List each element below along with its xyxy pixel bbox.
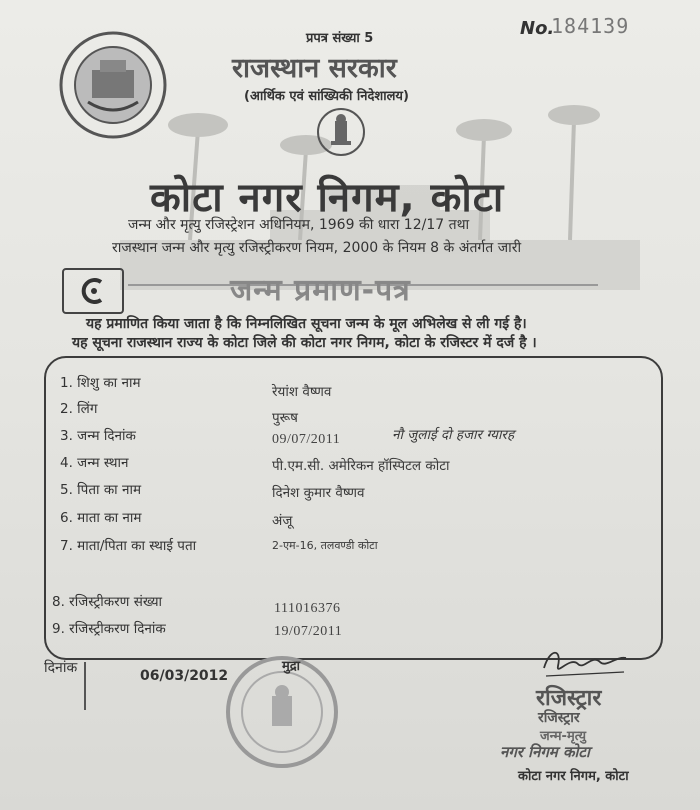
birthplace-value: पी.एम.सी. अमेरिकन हॉस्पिटल कोटा bbox=[272, 458, 450, 474]
sex-label: 2. लिंग bbox=[60, 401, 98, 417]
birthplace-label: 4. जन्म स्थान bbox=[60, 455, 129, 471]
state-emblem-icon bbox=[316, 107, 366, 157]
serial-number-label: No. bbox=[520, 18, 555, 39]
mother-name-value: अंजू bbox=[272, 513, 293, 529]
address-value: 2-एम-16, तलवण्डी कोटा bbox=[272, 539, 378, 552]
kota-nagar-nigam-logo bbox=[58, 30, 168, 140]
registrar-title: रजिस्ट्रार bbox=[536, 686, 602, 711]
reg-number-value: 111016376 bbox=[274, 601, 341, 616]
father-name-label: 5. पिता का नाम bbox=[60, 482, 142, 498]
reg-number-label: 8. रजिस्ट्रीकरण संख्या bbox=[52, 594, 163, 610]
form-number: प्रपत्र संख्या 5 bbox=[306, 31, 374, 46]
pen-mark bbox=[84, 662, 86, 710]
serial-number: 184139 bbox=[551, 14, 630, 38]
certificate-symbol-icon bbox=[62, 268, 124, 314]
certification-statement-2: यह सूचना राजस्थान राज्य के कोटा जिले की कोटा नगर निगम, कोटा के रजिस्टर में दर्ज है । bbox=[72, 335, 537, 351]
seal-label: मुद्रा bbox=[282, 659, 301, 674]
child-name-value: रेयांश वैष्णव bbox=[272, 384, 332, 400]
certification-statement-1: यह प्रमाणित किया जाता है कि निम्नलिखित सूचना जन्म के मूल अभिलेख से ली गई है। bbox=[86, 316, 527, 332]
corporation-title: कोटा नगर निगम, कोटा bbox=[150, 175, 505, 221]
address-label: 7. माता/पिता का स्थाई पता bbox=[60, 538, 197, 554]
certificate-title: जन्म प्रमाण-पत्र bbox=[230, 273, 411, 308]
dob-value: 09/07/2011 bbox=[272, 432, 341, 447]
issue-date-value: 06/03/2012 bbox=[140, 668, 229, 684]
reg-date-label: 9. रजिस्ट्रीकरण दिनांक bbox=[52, 621, 166, 637]
dob-label: 3. जन्म दिनांक bbox=[60, 428, 136, 444]
act-reference-line-1: जन्म और मृत्यु रजिस्ट्रेशन अधिनियम, 1969 की धारा 12/17 तथा bbox=[128, 217, 470, 233]
sex-value: पुरूष bbox=[272, 410, 298, 426]
dob-in-words: नौ जुलाई दो हजार ग्यारह bbox=[392, 427, 515, 443]
act-reference-line-2: राजस्थान जन्म और मृत्यु रजिस्ट्रीकरण नियम, 2000 के नियम 8 के अंतर्गत जारी bbox=[112, 240, 522, 256]
stamp-line-1: रजिस्ट्रार bbox=[538, 710, 580, 726]
registrar-signature bbox=[540, 646, 630, 682]
issue-date-label: दिनांक bbox=[44, 660, 78, 676]
father-name-value: दिनेश कुमार वैष्णव bbox=[272, 485, 365, 501]
mother-name-label: 6. माता का नाम bbox=[60, 510, 142, 526]
reg-date-value: 19/07/2011 bbox=[274, 624, 343, 639]
stamp-line-3: नगर निगम कोटा bbox=[500, 743, 590, 761]
government-title: राजस्थान सरकार bbox=[232, 53, 397, 84]
registrar-office: कोटा नगर निगम, कोटा bbox=[518, 769, 629, 784]
child-name-label: 1. शिशु का नाम bbox=[60, 375, 141, 391]
registrar-stamp bbox=[500, 708, 670, 768]
department-subtitle: (आर्थिक एवं सांख्यिकी निदेशालय) bbox=[244, 89, 409, 104]
stamp-line-2: जन्म-मृत्यु bbox=[540, 729, 587, 744]
